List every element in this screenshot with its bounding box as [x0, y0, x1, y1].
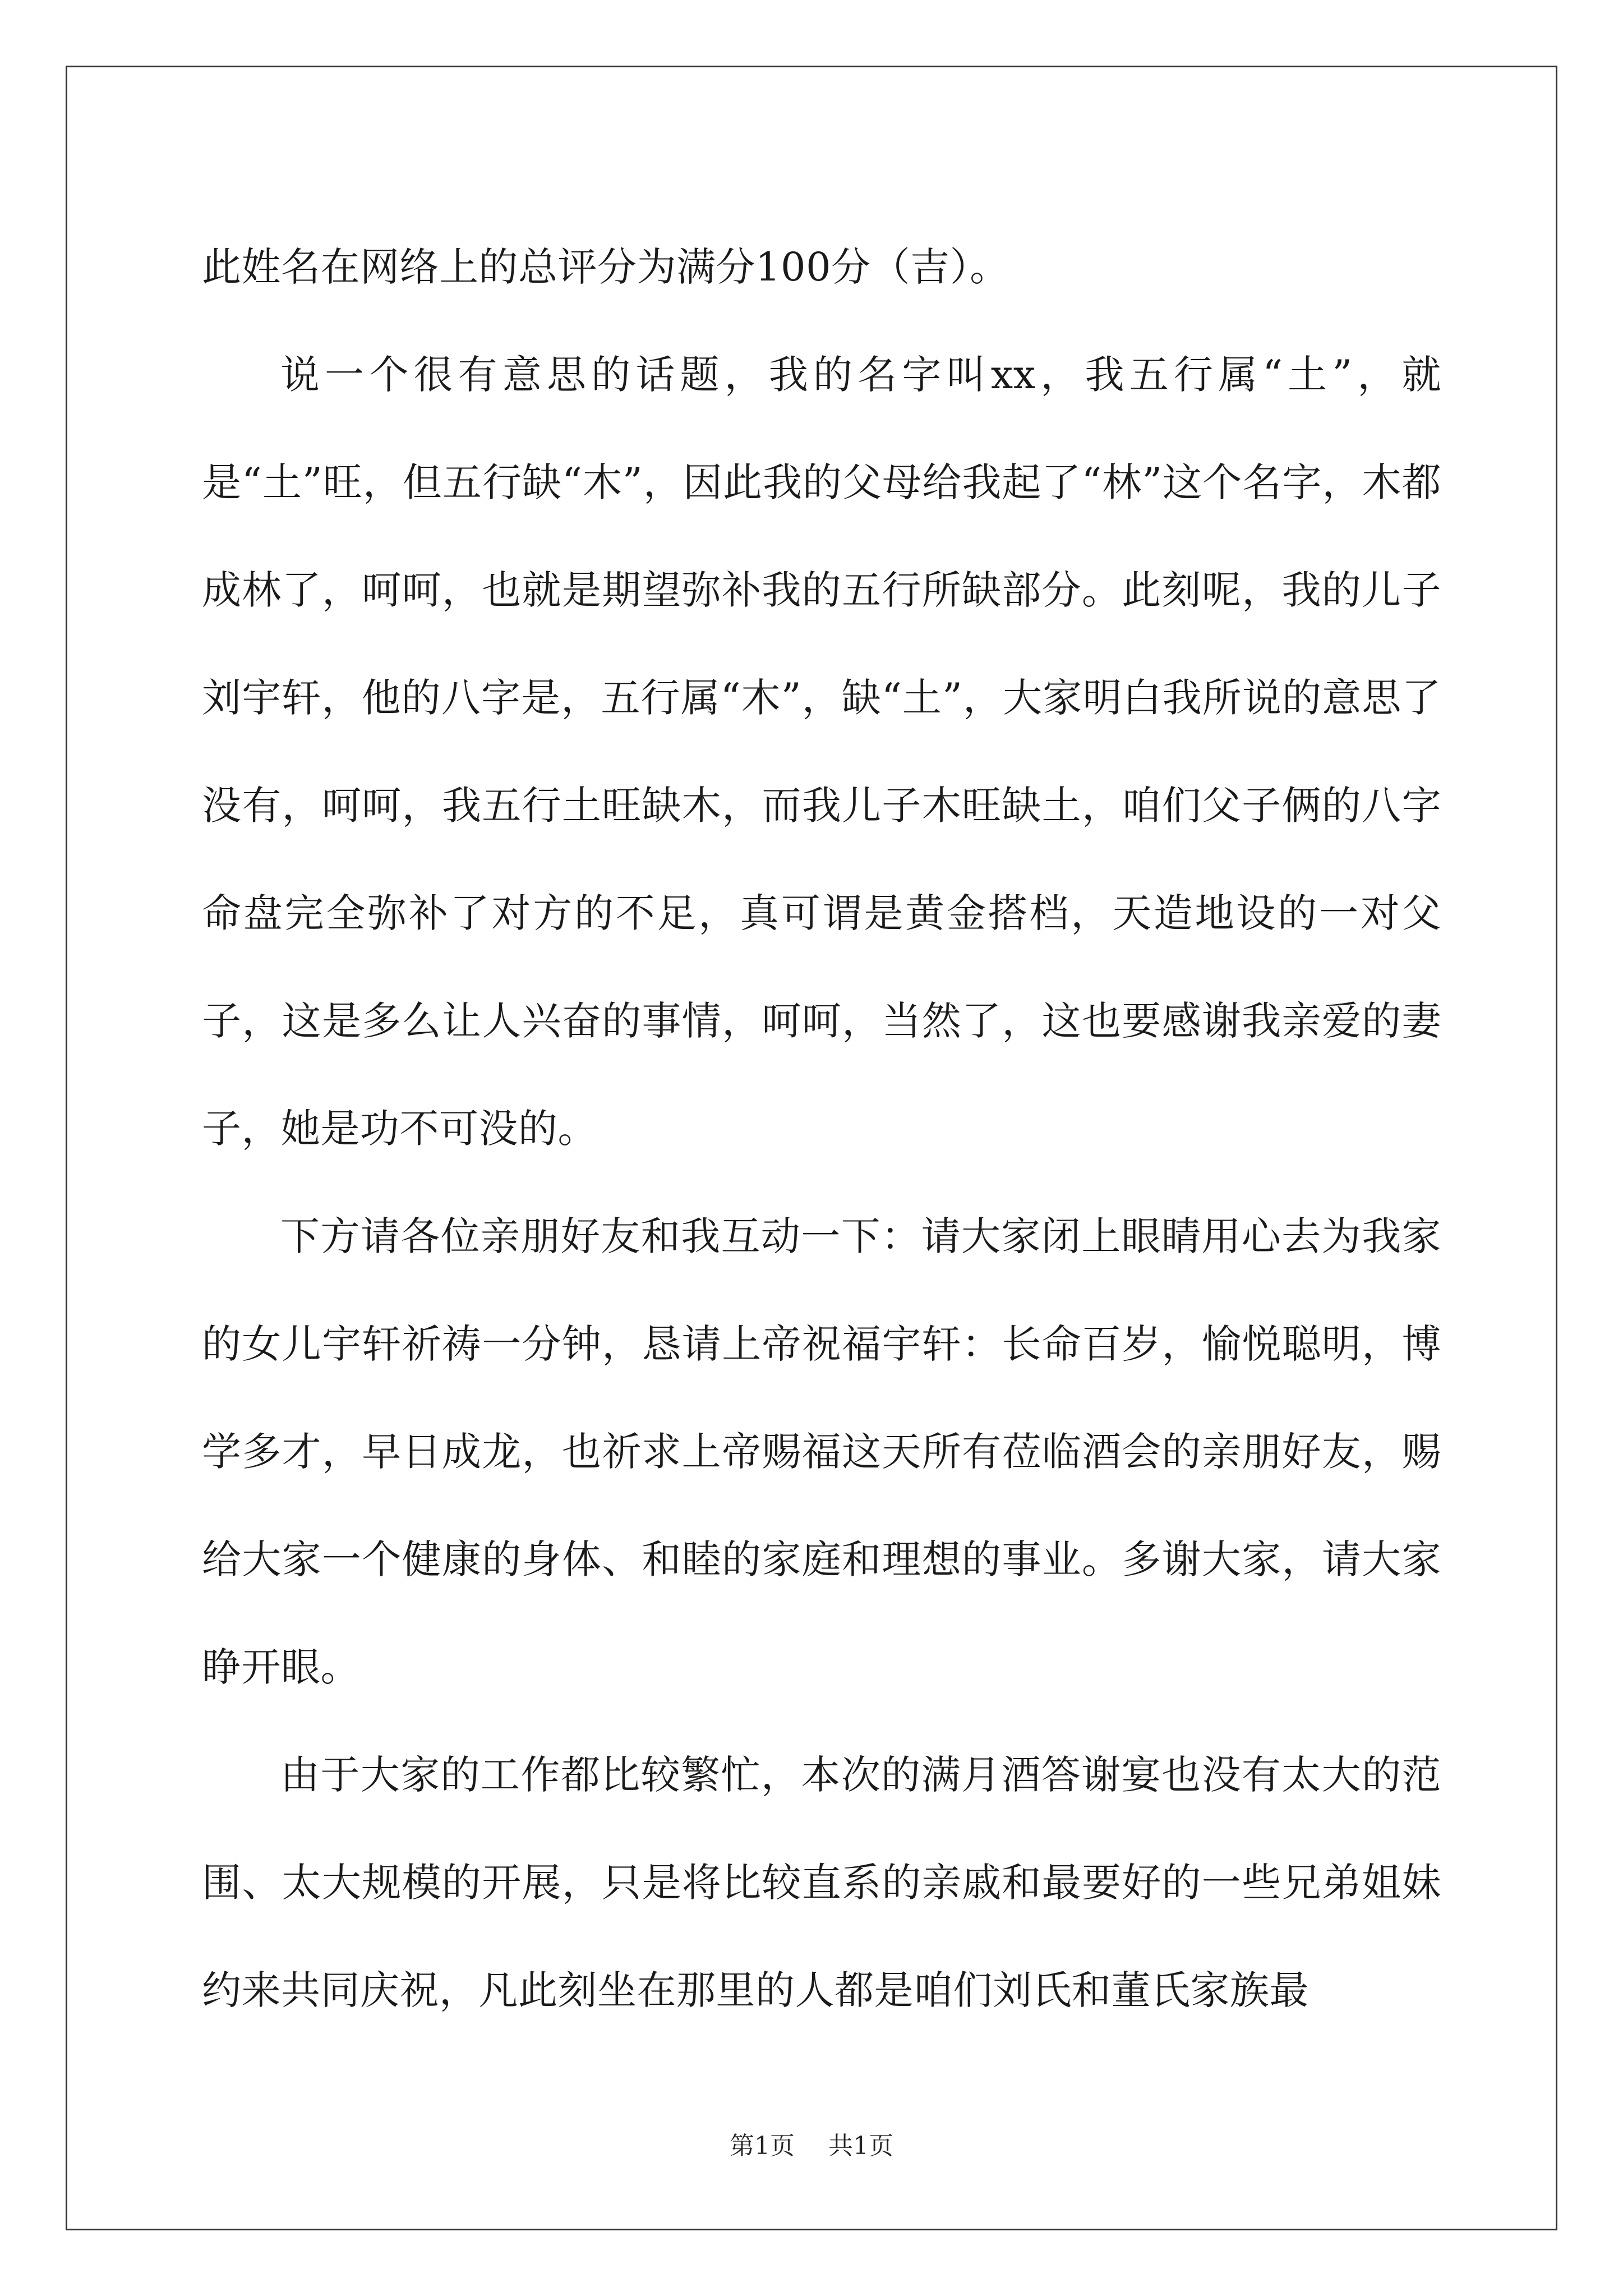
page-number-current: 第1页 — [730, 2132, 795, 2160]
paragraph-3: 下方请各位亲朋好友和我互动一下：请大家闭上眼睛用心去为我家的女儿宇轩祈祷一分钟，恳请上帝祝福宇轩：长命百岁，愉悦聪明，博学多才，早日成龙，也祈求上帝赐福这天所有莅临酒会的亲朋好友，赐给大家一个健康的身体、和睦的家庭和理想的事业。多谢大家，请大家睁开眼。 — [202, 1213, 1441, 1690]
page-number-total: 共1页 — [828, 2132, 893, 2160]
page-footer — [0, 2129, 1623, 2163]
paragraph-1: 此姓名在网络上的总评分为满分100分（吉）。 — [202, 244, 1009, 290]
paragraph-4: 由于大家的工作都比较繁忙，本次的满月酒答谢宴也没有太大的范围、太大规模的开展，只是将比较直系的亲戚和最要好的一些兄弟姐妹约来共同庆祝，凡此刻坐在那里的人都是咱们刘氏和董氏家族最 — [202, 1752, 1441, 2013]
paragraph-2: 说一个很有意思的话题，我的名字叫xx，我五行属“土”，就是“土”旺，但五行缺“木”，因此我的父母给我起了“林”这个名字，木都成林了，呵呵，也就是期望弥补我的五行所缺部分。此刻呢，我的儿子刘宇轩，他的八字是，五行属“木”，缺“土”，大家明白我所说的意思了没有，呵呵，我五行土旺缺木，而我儿子木旺缺土，咱们父子俩的八字命盘完全弥补了对方的不足，真可谓是黄金搭档，天造地设的一对父子，这是多么让人兴奋的事情，呵呵，当然了，这也要感谢我亲爱的妻子，她是功不可没的。 — [202, 352, 1441, 1152]
document-body — [202, 213, 1441, 2044]
